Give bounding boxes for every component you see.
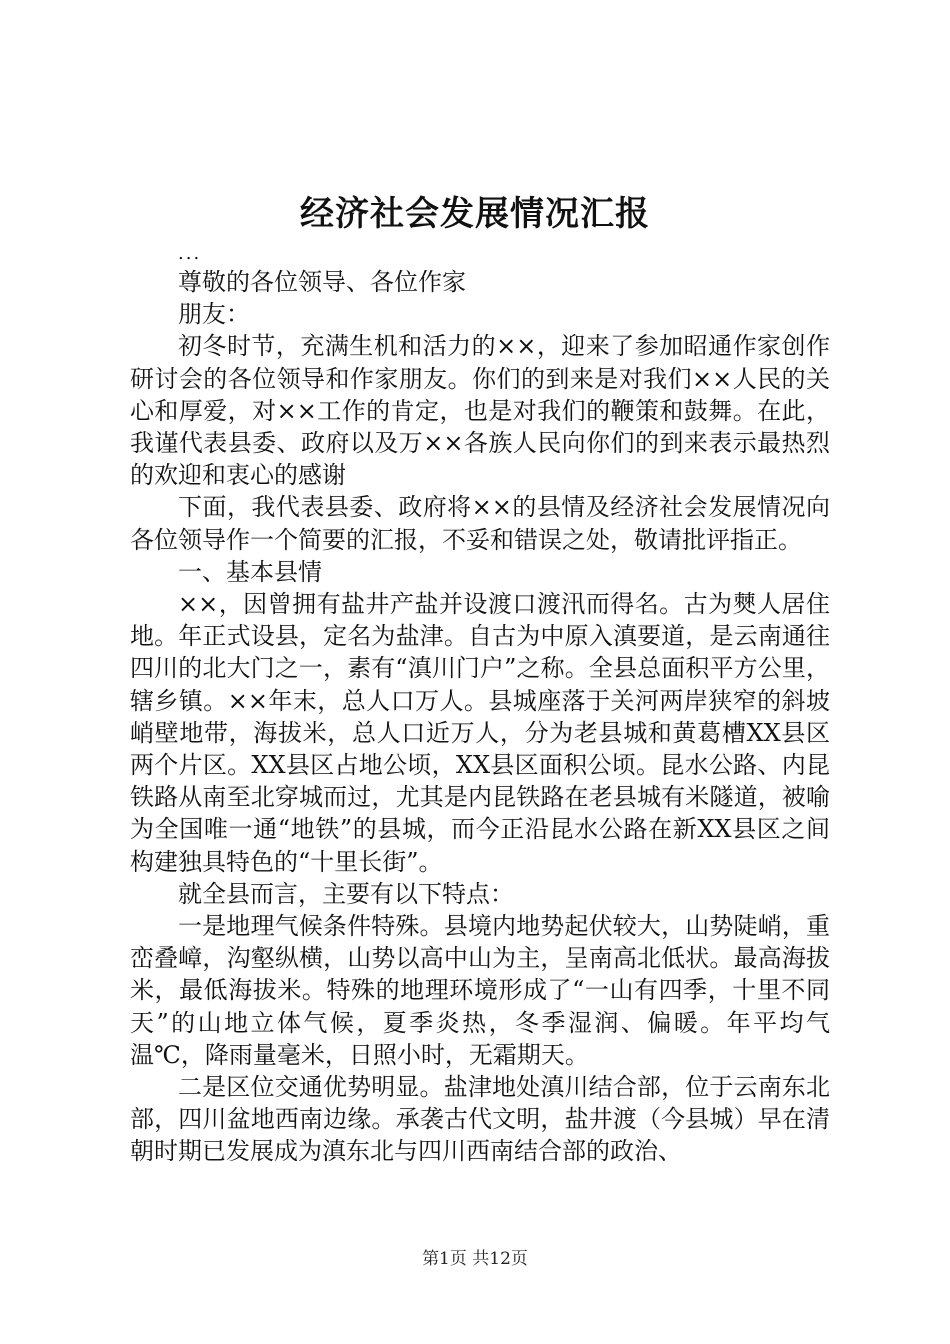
body-paragraph: 一是地理气候条件特殊。县境内地势起伏较大，山势陡峭，重峦叠嶂，沟壑纵横，山势以高中山为主，呈南高北低状。最高海拔米，最低海拔米。特殊的地理环境形成了“一山有四季，十里不同天”的山地立体气候，夏季炎热，冬季湿润、偏暖。年平均气温℃，降雨量毫米，日照小时，无霜期天。 [130,912,830,1069]
body-paragraph: 下面，我代表县委、政府将××的县情及经济社会发展情况向各位领导作一个简要的汇报，不妥和错误之处，敬请批评指正。 [130,493,830,554]
salutation-line: 尊敬的各位领导、各位作家 [178,268,466,296]
salutation-line: 朋友： [178,300,250,329]
body-paragraph: 二是区位交通优势明显。盐津地处滇川结合部，位于云南东北部，四川盆地西南边缘。承袭古代文明，盐井渡（今县城）早在清朝时期已发展成为滇东北与四川西南结合部的政治、 [130,1073,830,1166]
body-paragraph: 就全县而言，主要有以下特点： [178,879,514,908]
body-paragraph: ××，因曾拥有盐井产盐并设渡口渡汛而得名。古为僰人居住地。年正式设县，定名为盐津。自古为中原入滇要道，是云南通往四川的北大门之一，素有“滇川门户”之称。全县总面积平方公里，辖乡镇。××年末，总人口万人。县城座落于关河两岸狭窄的斜坡峭壁地带，海拔米，总人口近万人，分为老县城和黄葛槽XX县区两个片区。XX县区占地公顷，XX县区面积公顷。昆水公路、内昆铁路从南至北穿城而过，尤其是内昆铁路在老县城有米隧道，被喻为全国唯一通“地铁”的县城，而今正沿昆水公路在新XX县区之间构建独具特色的“十里长街”。 [130,590,830,876]
page-number-footer: 第1页 共12页 [422,1249,528,1269]
section-heading: 一、基本县情 [178,557,322,586]
document-title: 经济社会发展情况汇报 [300,194,650,234]
document-body [130,266,830,1168]
ellipsis-mark: ... [178,243,202,264]
body-paragraph: 初冬时节，充满生机和活力的××，迎来了参加昭通作家创作研讨会的各位领导和作家朋友。你们的到来是对我们××人民的关心和厚爱，对××工作的肯定，也是对我们的鞭策和鼓舞。在此，我谨代表县委、政府以及万××各族人民向你们的到来表示最热烈的欢迎和衷心的感谢 [130,332,830,490]
